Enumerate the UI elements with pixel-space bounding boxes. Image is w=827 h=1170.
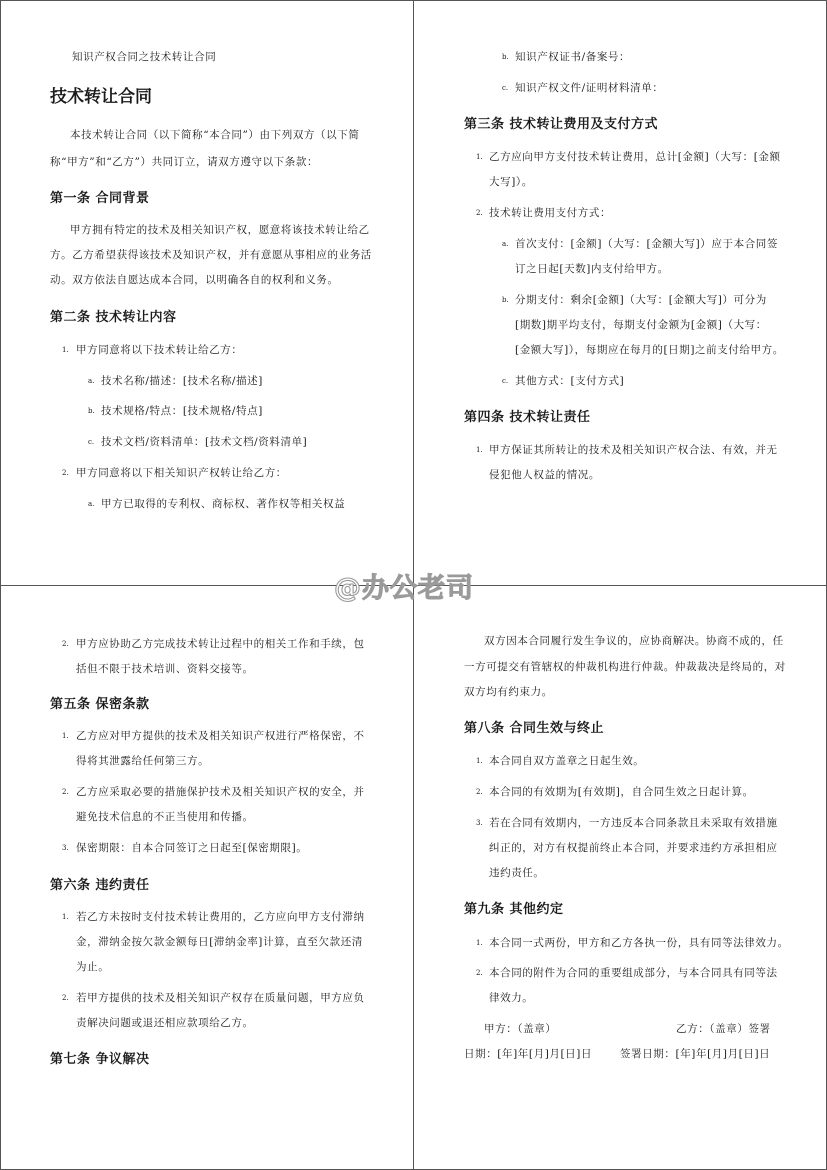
- list-marker: c.: [502, 84, 509, 92]
- list-marker: 2.: [62, 788, 69, 796]
- party-a-date: 日期：[年]年[月]月[日]日: [464, 1048, 593, 1060]
- list-item: 甲方已取得的专利权、商标权、著作权等相关权益: [101, 498, 346, 510]
- list-item: [金额大写]），每期应在每月的[日期]之前支付给甲方。: [515, 344, 784, 356]
- list-item: 知识产权证书/备案号：: [515, 51, 631, 63]
- intro-line: 称“甲方”和“乙方”）共同订立，请双方遵守以下条款：: [50, 156, 319, 168]
- article-9-heading: 第九条 其他约定: [464, 902, 564, 917]
- list-item: 侵犯他人权益的情况。: [489, 469, 600, 481]
- list-item: 本合同的有效期为[有效期]，自合同生效之日起计算。: [489, 786, 754, 798]
- list-item: 知识产权文件/证明材料清单：: [515, 82, 664, 94]
- list-marker: 1.: [62, 732, 69, 740]
- list-item: 订之日起[天数]内支付给甲方。: [515, 263, 669, 275]
- list-item: [期数]期平均支付，每期支付金额为[金额]（大写：: [515, 319, 767, 331]
- list-item: 若甲方提供的技术及相关知识产权存在质量问题，甲方应负: [76, 992, 365, 1004]
- list-item: 分期支付：剩余[金额]（大写：[金额大写]）可分为: [515, 294, 767, 306]
- list-item: 金，滞纳金按欠款金额每日[滞纳金率]计算，直至欠款还清: [76, 936, 363, 948]
- article-3-heading: 第三条 技术转让费用及支付方式: [464, 117, 659, 132]
- article-8-heading: 第八条 合同生效与终止: [464, 721, 605, 736]
- list-item: 本合同的附件为合同的重要组成部分，与本合同具有同等法: [489, 967, 778, 979]
- doc-header: 知识产权合同之技术转让合同: [72, 51, 217, 63]
- list-item: 甲方保证其所转让的技术及相关知识产权合法、有效，并无: [489, 444, 778, 456]
- list-item: 乙方应对甲方提供的技术及相关知识产权进行严格保密，不: [76, 730, 365, 742]
- list-item: 责解决问题或退还相应款项给乙方。: [76, 1017, 254, 1029]
- list-item: 其他方式：[支付方式]: [515, 375, 625, 387]
- list-marker: a.: [88, 377, 95, 385]
- article-6-heading: 第六条 违约责任: [50, 878, 150, 893]
- paragraph-line: 双方因本合同履行发生争议的，应协商解决。协商不成的，任: [484, 635, 784, 647]
- doc-title: 技术转让合同: [50, 87, 152, 107]
- paragraph-line: 动。双方依法自愿达成本合同，以明确各自的权利和义务。: [50, 274, 339, 286]
- article-5-heading: 第五条 保密条款: [50, 697, 150, 712]
- list-marker: a.: [502, 240, 509, 248]
- list-item: 技术名称/描述：[技术名称/描述]: [101, 375, 263, 387]
- paragraph-line: 双方均有约束力。: [464, 686, 553, 698]
- list-item: 为止。: [76, 961, 110, 973]
- list-item: 得将其泄露给任何第三方。: [76, 755, 210, 767]
- list-item: 甲方同意将以下相关知识产权转让给乙方：: [76, 467, 287, 479]
- list-marker: 1.: [476, 757, 483, 765]
- list-item: 甲方同意将以下技术转让给乙方：: [76, 344, 243, 356]
- list-marker: 2.: [62, 469, 69, 477]
- list-marker: 2.: [62, 640, 69, 648]
- list-item: 括但不限于技术培训、资料交接等。: [76, 663, 254, 675]
- list-item: 保密期限：自本合同签订之日起至[保密期限]。: [76, 842, 308, 854]
- list-marker: 1.: [62, 913, 69, 921]
- list-item: 本合同自双方盖章之日起生效。: [489, 755, 645, 767]
- list-marker: b.: [502, 296, 509, 304]
- paragraph-line: 方。乙方希望获得该技术及知识产权，并有意愿从事相应的业务活: [50, 249, 372, 261]
- list-marker: 1.: [476, 446, 483, 454]
- list-marker: 1.: [476, 153, 483, 161]
- list-marker: 2.: [476, 209, 483, 217]
- list-item: 避免技术信息的不正当使用和传播。: [76, 811, 254, 823]
- list-item: 若乙方未按时支付技术转让费用的，乙方应向甲方支付滞纳: [76, 911, 365, 923]
- article-2-heading: 第二条 技术转让内容: [50, 310, 177, 325]
- paragraph-line: 一方可提交有管辖权的仲裁机构进行仲裁。仲裁裁决是终局的，对: [464, 661, 786, 673]
- paragraph-line: 甲方拥有特定的技术及相关知识产权，愿意将该技术转让给乙: [70, 224, 370, 236]
- list-marker: c.: [502, 377, 509, 385]
- list-marker: 2.: [62, 994, 69, 1002]
- article-1-heading: 第一条 合同背景: [50, 191, 150, 206]
- list-item: 甲方应协助乙方完成技术转让过程中的相关工作和手续，包: [76, 638, 365, 650]
- list-marker: a.: [88, 500, 95, 508]
- list-item: 违约责任。: [489, 867, 545, 879]
- list-item: 本合同一式两份，甲方和乙方各执一份，具有同等法律效力。: [489, 937, 789, 949]
- article-4-heading: 第四条 技术转让责任: [464, 410, 591, 425]
- party-b-seal: 乙方：（盖章）签署: [676, 1023, 771, 1035]
- intro-line: 本技术转让合同（以下简称“本合同”）由下列双方（以下简: [70, 129, 360, 141]
- list-item: 技术转让费用支付方式：: [489, 207, 612, 219]
- list-item: 律效力。: [489, 992, 534, 1004]
- party-a-seal: 甲方：（盖章）: [484, 1023, 557, 1035]
- list-marker: 1.: [62, 346, 69, 354]
- list-marker: 2.: [476, 788, 483, 796]
- list-item: 技术文档/资料清单：[技术文档/资料清单]: [101, 436, 308, 448]
- list-marker: b.: [88, 407, 95, 415]
- list-marker: 2.: [476, 969, 483, 977]
- list-item: 乙方应采取必要的措施保护技术及相关知识产权的安全，并: [76, 786, 365, 798]
- list-item: 技术规格/特点：[技术规格/特点]: [101, 405, 263, 417]
- list-item: 首次支付：[金额]（大写：[金额大写]）应于本合同签: [515, 238, 778, 250]
- article-7-heading: 第七条 争议解决: [50, 1052, 150, 1067]
- party-b-date: 签署日期：[年]年[月]月[日]日: [620, 1048, 771, 1060]
- list-marker: b.: [502, 53, 509, 61]
- watermark: @办公老司: [334, 573, 474, 604]
- list-marker: 1.: [476, 939, 483, 947]
- list-marker: 3.: [476, 819, 483, 827]
- list-item: 乙方应向甲方支付技术转让费用，总计[金额]（大写：[金额: [489, 151, 781, 163]
- list-item: 大写]）。: [489, 176, 533, 188]
- list-item: 若在合同有效期内，一方违反本合同条款且未采取有效措施: [489, 817, 778, 829]
- list-marker: c.: [88, 438, 95, 446]
- list-item: 纠正的，对方有权提前终止本合同，并要求违约方承担相应: [489, 842, 778, 854]
- list-marker: 3.: [62, 844, 69, 852]
